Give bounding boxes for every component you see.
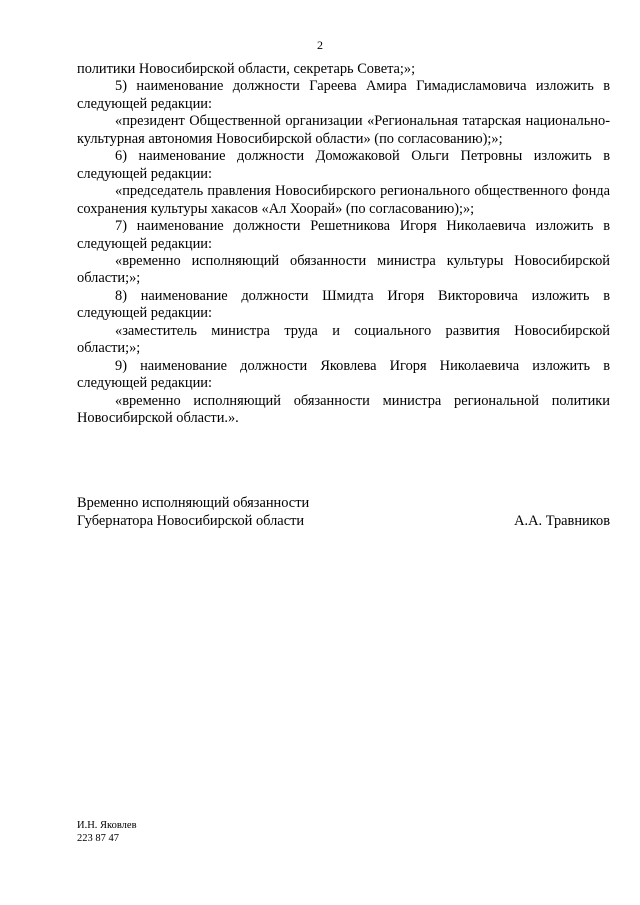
paragraph: 6) наименование должности Доможаковой Ольги Петровны изложить в следующей редакции: [77, 148, 610, 182]
executor-name: И.Н. Яковлев [77, 820, 137, 831]
paragraph: «президент Общественной организации «Региональная татарская национально-культурная автономия Новосибирской области» (по согласованию);»; [77, 113, 610, 147]
paragraph: «временно исполняющий обязанности министра региональной политики Новосибирской области.». [77, 392, 610, 427]
paragraph: «заместитель министра труда и социального развития Новосибирской области;»; [77, 322, 610, 357]
signer-position-line2: Губернатора Новосибирской области [77, 513, 305, 529]
signature-block [77, 494, 610, 530]
document-body [77, 61, 610, 428]
paragraph: 7) наименование должности Решетникова Игоря Николаевича изложить в следующей редакции: [77, 218, 610, 252]
paragraph: политики Новосибирской области, секретарь Совета;»; [77, 61, 416, 77]
paragraph: 8) наименование должности Шмидта Игоря Викторовича изложить в следующей редакции: [77, 287, 610, 322]
signer-position-line1: Временно исполняющий обязанности [77, 495, 310, 511]
paragraph: «председатель правления Новосибирского регионального общественного фонда сохранения культуры хакасов «Ал Хоорай» (по согласованию);»; [77, 183, 610, 217]
paragraph: 5) наименование должности Гареева Амира Гимадисламовича изложить в следующей редакции: [77, 78, 610, 112]
page-number: 2 [317, 38, 323, 52]
signer-name: А.А. Травников [514, 513, 610, 529]
paragraph: 9) наименование должности Яковлева Игоря Николаевича изложить в следующей редакции: [77, 357, 610, 392]
paragraph: «временно исполняющий обязанности министра культуры Новосибирской области;»; [77, 252, 610, 287]
executor-block [77, 820, 137, 845]
executor-phone: 223 87 47 [77, 832, 119, 844]
signature-line [77, 512, 610, 530]
